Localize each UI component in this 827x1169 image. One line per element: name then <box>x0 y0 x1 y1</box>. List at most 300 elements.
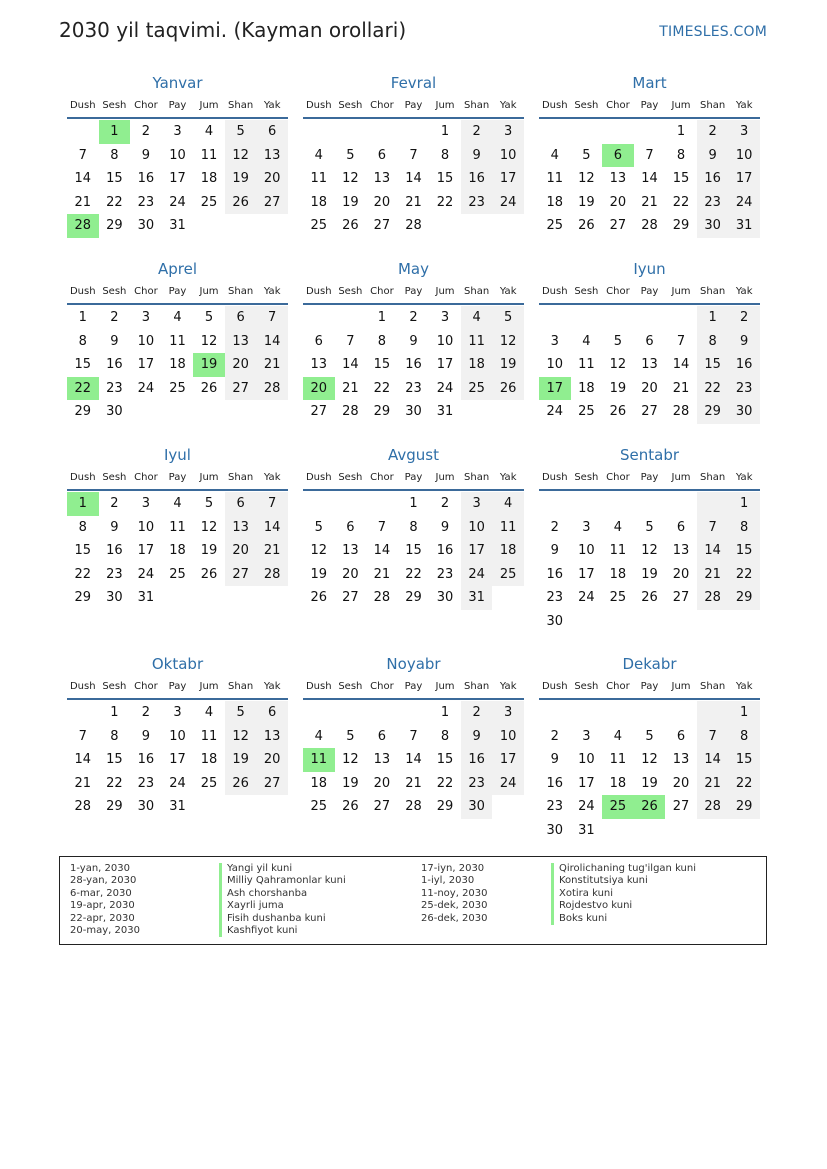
empty-cell <box>193 795 225 819</box>
empty-cell <box>335 701 367 725</box>
empty-cell <box>728 610 760 634</box>
month-may <box>303 258 524 424</box>
day-cell: 10 <box>578 752 595 768</box>
month-mart <box>539 72 760 238</box>
day-cell: 7 <box>645 147 654 163</box>
day-cell: 18 <box>609 566 627 582</box>
day-cell: 5 <box>645 519 654 535</box>
day-cell: 23 <box>546 799 564 815</box>
day-cell: 13 <box>256 725 288 749</box>
empty-cell <box>67 701 99 725</box>
day-cell: 5 <box>204 310 214 325</box>
month-name: May <box>397 260 429 278</box>
day-cell: 20 <box>256 748 288 772</box>
day-cell: 13 <box>609 171 627 187</box>
legend-names-left <box>219 863 346 937</box>
day-cell: 14 <box>697 748 729 772</box>
month-oktabr <box>67 653 288 819</box>
day-cell: 30 <box>461 795 493 819</box>
day-cell: 10 <box>137 519 155 535</box>
day-cell: 2 <box>440 496 450 511</box>
day-cell: 4 <box>173 310 182 325</box>
day-cell: 16 <box>436 543 454 559</box>
weekday-label: Pay <box>640 472 659 483</box>
legend-date: 20-may, 2030 <box>70 925 140 937</box>
day-cell: 26 <box>578 218 595 234</box>
weekday-label: Dush <box>541 472 568 483</box>
day-cell: 30 <box>728 400 760 424</box>
day-cell: 1 <box>409 496 418 511</box>
day-cell: 26 <box>492 377 524 401</box>
day-grid <box>303 120 524 238</box>
empty-cell <box>335 492 367 516</box>
day-cell: 1 <box>676 124 686 139</box>
weekday-header <box>303 280 524 305</box>
weekday-label: Shan <box>700 286 726 297</box>
empty-cell <box>571 610 603 634</box>
empty-cell <box>67 120 99 144</box>
day-cell: 4 <box>173 496 182 511</box>
day-cell: 6 <box>256 120 288 144</box>
weekday-label: Chor <box>134 100 158 111</box>
holiday-day-cell: 19 <box>193 353 225 377</box>
weekday-label: Shan <box>464 472 490 483</box>
day-cell: 17 <box>492 748 524 772</box>
legend-date: 1-iyl, 2030 <box>421 875 475 887</box>
day-cell: 16 <box>137 171 155 187</box>
day-cell: 12 <box>200 333 218 349</box>
day-cell: 3 <box>173 124 182 139</box>
weekday-label: Chor <box>370 681 394 692</box>
day-cell: 9 <box>141 728 151 744</box>
day-cell: 20 <box>225 539 257 563</box>
weekday-label: Chor <box>370 472 394 483</box>
day-cell: 20 <box>342 566 359 582</box>
weekday-label: Shan <box>228 286 254 297</box>
day-cell: 3 <box>550 333 559 349</box>
weekday-label: Sesh <box>574 286 599 297</box>
day-cell: 23 <box>405 380 422 396</box>
weekday-header <box>67 94 288 119</box>
legend-holiday-name: Rojdestvo kuni <box>551 900 696 912</box>
weekday-label: Sesh <box>102 681 127 692</box>
legend-date: 19-apr, 2030 <box>70 900 135 912</box>
empty-cell <box>492 400 524 424</box>
weekday-label: Shan <box>464 286 490 297</box>
day-cell: 4 <box>550 147 559 163</box>
day-cell: 28 <box>405 799 422 815</box>
month-aprel <box>67 258 288 424</box>
weekday-label: Jum <box>671 472 691 483</box>
holiday-day-cell: 1 <box>67 492 99 516</box>
weekday-label: Pay <box>168 286 187 297</box>
day-cell: 16 <box>728 353 760 377</box>
day-cell: 10 <box>169 147 186 163</box>
day-cell: 21 <box>74 194 92 210</box>
day-cell: 9 <box>461 144 493 168</box>
day-cell: 10 <box>728 144 760 168</box>
day-cell: 27 <box>342 590 359 606</box>
day-cell: 3 <box>582 728 591 744</box>
month-name: Avgust <box>388 446 439 464</box>
empty-cell <box>602 120 634 144</box>
day-cell: 14 <box>405 171 422 187</box>
day-cell: 25 <box>609 590 627 606</box>
weekday-label: Dush <box>69 472 96 483</box>
day-cell: 6 <box>377 728 387 744</box>
empty-cell <box>130 400 162 424</box>
empty-cell <box>335 120 367 144</box>
weekday-label: Shan <box>464 100 490 111</box>
day-cell: 1 <box>440 124 450 139</box>
day-cell: 18 <box>310 194 328 210</box>
day-cell: 2 <box>409 310 418 325</box>
day-cell: 7 <box>377 519 387 535</box>
day-cell: 25 <box>310 218 328 234</box>
day-cell: 16 <box>461 167 493 191</box>
day-cell: 8 <box>78 519 87 535</box>
day-cell: 20 <box>641 380 658 396</box>
empty-cell <box>665 701 697 725</box>
day-cell: 7 <box>676 333 686 349</box>
weekday-header <box>67 466 288 491</box>
empty-cell <box>492 214 524 238</box>
empty-cell <box>492 586 524 610</box>
empty-cell <box>256 214 288 238</box>
day-cell: 13 <box>373 171 391 187</box>
legend-holiday-name: Fisih dushanba kuni <box>219 913 346 925</box>
weekday-label: Sesh <box>338 681 363 692</box>
day-cell: 5 <box>314 519 323 535</box>
day-cell: 20 <box>672 775 690 791</box>
empty-cell <box>602 306 634 330</box>
weekday-label: Pay <box>640 681 659 692</box>
day-cell: 5 <box>613 333 623 349</box>
day-cell: 18 <box>609 775 627 791</box>
weekday-label: Yak <box>735 681 753 692</box>
day-cell: 23 <box>436 566 454 582</box>
month-name: Fevral <box>390 74 437 92</box>
day-cell: 4 <box>613 728 623 744</box>
day-cell: 24 <box>169 194 186 210</box>
weekday-label: Shan <box>700 100 726 111</box>
day-cell: 10 <box>492 144 524 168</box>
day-cell: 10 <box>461 516 493 540</box>
day-cell: 3 <box>492 701 524 725</box>
day-cell: 4 <box>204 124 214 139</box>
day-cell: 25 <box>546 218 564 234</box>
empty-cell <box>634 120 666 144</box>
day-cell: 2 <box>461 701 493 725</box>
day-cell: 13 <box>256 144 288 168</box>
day-cell: 24 <box>578 799 595 815</box>
month-name: Dekabr <box>622 655 677 673</box>
empty-cell <box>539 306 571 330</box>
day-cell: 30 <box>546 822 564 838</box>
day-cell: 21 <box>672 380 690 396</box>
day-cell: 1 <box>78 310 87 325</box>
day-cell: 5 <box>225 701 257 725</box>
weekday-label: Jum <box>199 472 219 483</box>
weekday-label: Sesh <box>102 472 127 483</box>
day-cell: 5 <box>492 306 524 330</box>
legend-date: 6-mar, 2030 <box>70 887 132 899</box>
holiday-day-cell: 22 <box>67 377 99 401</box>
day-cell: 15 <box>672 171 690 187</box>
weekday-label: Chor <box>606 472 630 483</box>
day-cell: 9 <box>461 725 493 749</box>
day-cell: 26 <box>342 218 359 234</box>
day-cell: 23 <box>106 380 123 396</box>
empty-cell <box>303 120 335 144</box>
empty-cell <box>162 586 194 610</box>
day-cell: 6 <box>314 333 323 349</box>
day-cell: 24 <box>728 191 760 215</box>
legend-holiday-name: Milliy Qahramonlar kuni <box>219 875 346 887</box>
day-cell: 24 <box>169 775 186 791</box>
day-cell: 14 <box>342 357 359 373</box>
day-cell: 2 <box>110 310 119 325</box>
empty-cell <box>602 701 634 725</box>
weekday-label: Dush <box>305 100 332 111</box>
day-cell: 17 <box>578 566 595 582</box>
empty-cell <box>634 492 666 516</box>
day-cell: 12 <box>578 171 595 187</box>
day-cell: 18 <box>200 171 218 187</box>
empty-cell <box>571 306 603 330</box>
day-cell: 17 <box>461 539 493 563</box>
day-grid <box>67 701 288 819</box>
day-cell: 30 <box>546 613 564 629</box>
day-cell: 27 <box>373 218 391 234</box>
day-cell: 31 <box>137 590 155 606</box>
day-cell: 1 <box>697 306 729 330</box>
weekday-label: Yak <box>263 472 281 483</box>
day-grid <box>303 701 524 819</box>
day-cell: 15 <box>436 171 454 187</box>
day-cell: 8 <box>409 519 418 535</box>
day-grid <box>67 120 288 238</box>
day-cell: 30 <box>137 218 155 234</box>
weekday-label: Chor <box>370 100 394 111</box>
month-name: Iyul <box>164 446 191 464</box>
day-cell: 30 <box>137 799 155 815</box>
day-cell: 30 <box>697 214 729 238</box>
weekday-header <box>539 280 760 305</box>
day-cell: 3 <box>173 705 182 720</box>
month-yanvar <box>67 72 288 238</box>
day-cell: 25 <box>169 566 186 582</box>
day-cell: 21 <box>697 563 729 587</box>
day-cell: 15 <box>728 539 760 563</box>
day-grid <box>67 492 288 610</box>
day-grid <box>539 306 760 424</box>
day-cell: 13 <box>672 752 690 768</box>
day-cell: 9 <box>110 333 119 349</box>
holiday-day-cell: 17 <box>539 377 571 401</box>
month-name: Noyabr <box>386 655 441 673</box>
day-cell: 26 <box>225 191 257 215</box>
day-cell: 6 <box>346 519 355 535</box>
legend-date: 22-apr, 2030 <box>70 912 135 924</box>
legend-dates-right <box>421 863 488 925</box>
weekday-header <box>303 94 524 119</box>
weekday-header <box>539 94 760 119</box>
day-cell: 11 <box>609 543 627 559</box>
day-cell: 15 <box>728 748 760 772</box>
holiday-day-cell: 28 <box>67 214 99 238</box>
day-cell: 3 <box>141 496 151 511</box>
weekday-label: Jum <box>435 681 455 692</box>
empty-cell <box>193 400 225 424</box>
day-cell: 25 <box>492 563 524 587</box>
day-cell: 19 <box>641 566 658 582</box>
day-cell: 20 <box>672 566 690 582</box>
day-cell: 3 <box>461 492 493 516</box>
day-cell: 7 <box>346 333 355 349</box>
legend-date: 26-dek, 2030 <box>421 912 488 924</box>
empty-cell <box>398 120 430 144</box>
day-cell: 13 <box>310 357 328 373</box>
empty-cell <box>665 819 697 843</box>
empty-cell <box>602 492 634 516</box>
day-cell: 15 <box>373 357 391 373</box>
day-cell: 22 <box>74 566 92 582</box>
weekday-label: Dush <box>69 681 96 692</box>
month-name: Sentabr <box>619 446 680 464</box>
day-cell: 15 <box>106 752 123 768</box>
day-cell: 21 <box>405 775 422 791</box>
day-cell: 7 <box>697 516 729 540</box>
day-cell: 29 <box>672 218 690 234</box>
legend-holiday-name: Ash chorshanba <box>219 888 346 900</box>
weekday-label: Sesh <box>574 472 599 483</box>
day-cell: 2 <box>697 120 729 144</box>
day-cell: 16 <box>461 748 493 772</box>
day-cell: 13 <box>672 543 690 559</box>
day-cell: 5 <box>645 728 654 744</box>
day-cell: 29 <box>106 218 123 234</box>
empty-cell <box>225 400 257 424</box>
day-cell: 13 <box>225 330 257 354</box>
day-cell: 8 <box>697 330 729 354</box>
day-cell: 23 <box>461 772 493 796</box>
day-cell: 17 <box>436 357 454 373</box>
day-cell: 11 <box>169 333 186 349</box>
weekday-label: Pay <box>168 100 187 111</box>
day-cell: 4 <box>613 519 623 535</box>
day-cell: 4 <box>204 705 214 720</box>
day-cell: 16 <box>106 543 123 559</box>
day-cell: 19 <box>492 353 524 377</box>
weekday-label: Chor <box>606 681 630 692</box>
day-cell: 15 <box>697 353 729 377</box>
day-cell: 12 <box>225 725 257 749</box>
day-cell: 9 <box>409 333 418 349</box>
weekday-label: Pay <box>640 286 659 297</box>
day-cell: 13 <box>373 752 391 768</box>
day-cell: 23 <box>137 775 155 791</box>
day-cell: 21 <box>342 380 359 396</box>
day-cell: 26 <box>200 566 218 582</box>
day-cell: 12 <box>492 330 524 354</box>
day-cell: 23 <box>728 377 760 401</box>
weekday-header <box>539 675 760 700</box>
day-cell: 27 <box>225 563 257 587</box>
day-cell: 15 <box>74 543 92 559</box>
weekday-label: Shan <box>228 681 254 692</box>
day-cell: 28 <box>405 218 422 234</box>
legend-holiday-name: Boks kuni <box>551 913 696 925</box>
month-sentabr <box>539 444 760 634</box>
day-cell: 17 <box>578 775 595 791</box>
day-cell: 17 <box>137 543 155 559</box>
weekday-label: Jum <box>199 100 219 111</box>
day-cell: 16 <box>546 775 564 791</box>
empty-cell <box>571 701 603 725</box>
empty-cell <box>697 701 729 725</box>
day-cell: 8 <box>728 725 760 749</box>
day-cell: 19 <box>225 167 257 191</box>
day-grid <box>539 492 760 634</box>
weekday-label: Dush <box>541 100 568 111</box>
legend-date: 1-yan, 2030 <box>70 863 130 874</box>
day-cell: 23 <box>137 194 155 210</box>
empty-cell <box>665 492 697 516</box>
day-cell: 17 <box>728 167 760 191</box>
weekday-label: Sesh <box>338 472 363 483</box>
empty-cell <box>398 701 430 725</box>
weekday-label: Pay <box>640 100 659 111</box>
day-cell: 22 <box>106 775 123 791</box>
empty-cell <box>366 120 398 144</box>
holiday-legend <box>59 856 767 945</box>
day-cell: 8 <box>110 728 119 744</box>
day-cell: 9 <box>110 519 119 535</box>
weekday-label: Dush <box>69 286 96 297</box>
day-cell: 25 <box>461 377 493 401</box>
legend-date: 28-yan, 2030 <box>70 875 137 887</box>
day-cell: 16 <box>697 167 729 191</box>
empty-cell <box>256 400 288 424</box>
weekday-label: Sesh <box>338 100 363 111</box>
day-cell: 25 <box>200 194 218 210</box>
empty-cell <box>539 701 571 725</box>
weekday-header <box>303 466 524 491</box>
day-cell: 12 <box>641 543 658 559</box>
weekday-header <box>539 466 760 491</box>
legend-date: 25-dek, 2030 <box>421 900 488 912</box>
day-cell: 4 <box>461 306 493 330</box>
day-cell: 3 <box>728 120 760 144</box>
day-cell: 26 <box>200 380 218 396</box>
day-cell: 6 <box>377 147 387 163</box>
day-cell: 23 <box>546 590 564 606</box>
day-grid <box>303 306 524 424</box>
weekday-label: Dush <box>305 472 332 483</box>
day-cell: 25 <box>200 775 218 791</box>
day-cell: 5 <box>346 147 355 163</box>
empty-cell <box>303 701 335 725</box>
brand-link[interactable]: TIMESLES.COM <box>659 24 767 40</box>
weekday-label: Sesh <box>102 286 127 297</box>
day-cell: 10 <box>578 543 595 559</box>
day-cell: 18 <box>578 380 595 396</box>
day-cell: 18 <box>546 194 564 210</box>
weekday-label: Pay <box>168 681 187 692</box>
day-cell: 29 <box>74 404 92 420</box>
empty-cell <box>634 306 666 330</box>
